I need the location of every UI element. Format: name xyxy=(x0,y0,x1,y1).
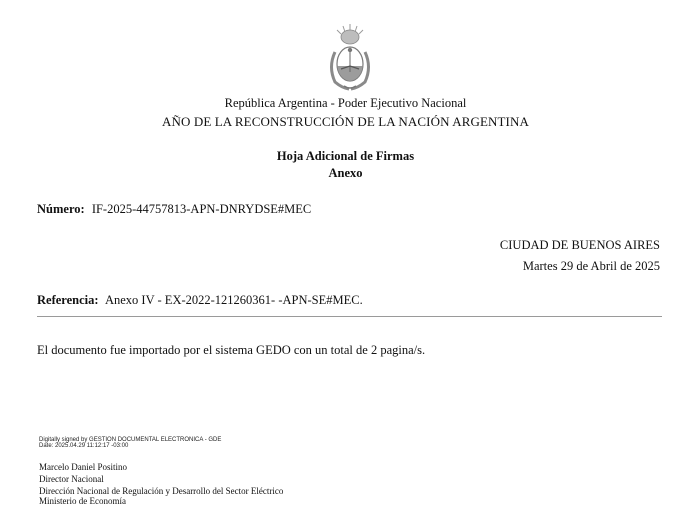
digital-signature-by: Digitally signed by GESTION DOCUMENTAL ELECTRONICA - GDE xyxy=(39,437,222,443)
digital-signature-date: Date: 2025.04.29 11:12:17 -03:00 xyxy=(39,443,129,449)
signer-ministry: Ministerio de Economía xyxy=(39,496,126,506)
document-number-value: IF-2025-44757813-APN-DNRYDSE#MEC xyxy=(91,202,312,216)
document-number xyxy=(37,202,311,217)
reference-label: Referencia: xyxy=(37,293,99,307)
document-number-label: Número: xyxy=(37,202,85,216)
reference-value: Anexo IV - EX-2022-121260361- -APN-SE#MEC. xyxy=(104,293,363,307)
signer-office: Dirección Nacional de Regulación y Desarrollo del Sector Eléctrico xyxy=(39,486,284,496)
reference xyxy=(37,293,363,308)
body-text: El documento fue importado por el sistema GEDO con un total de 2 pagina/s. xyxy=(37,343,426,357)
document-subtitle: Anexo xyxy=(328,166,363,180)
signer-position: Director Nacional xyxy=(39,474,104,484)
argentina-coat-of-arms-icon xyxy=(325,22,375,92)
document-date: Martes 29 de Abril de 2025 xyxy=(522,259,660,273)
header-government: República Argentina - Poder Ejecutivo Nacional xyxy=(224,96,467,110)
city: CIUDAD DE BUENOS AIRES xyxy=(499,238,660,252)
signer-name: Marcelo Daniel Positino xyxy=(39,462,127,472)
header-year-motto: AÑO DE LA RECONSTRUCCIÓN DE LA NACIÓN ARGENTINA xyxy=(162,114,529,129)
divider xyxy=(37,316,662,317)
document-title: Hoja Adicional de Firmas xyxy=(276,149,415,163)
